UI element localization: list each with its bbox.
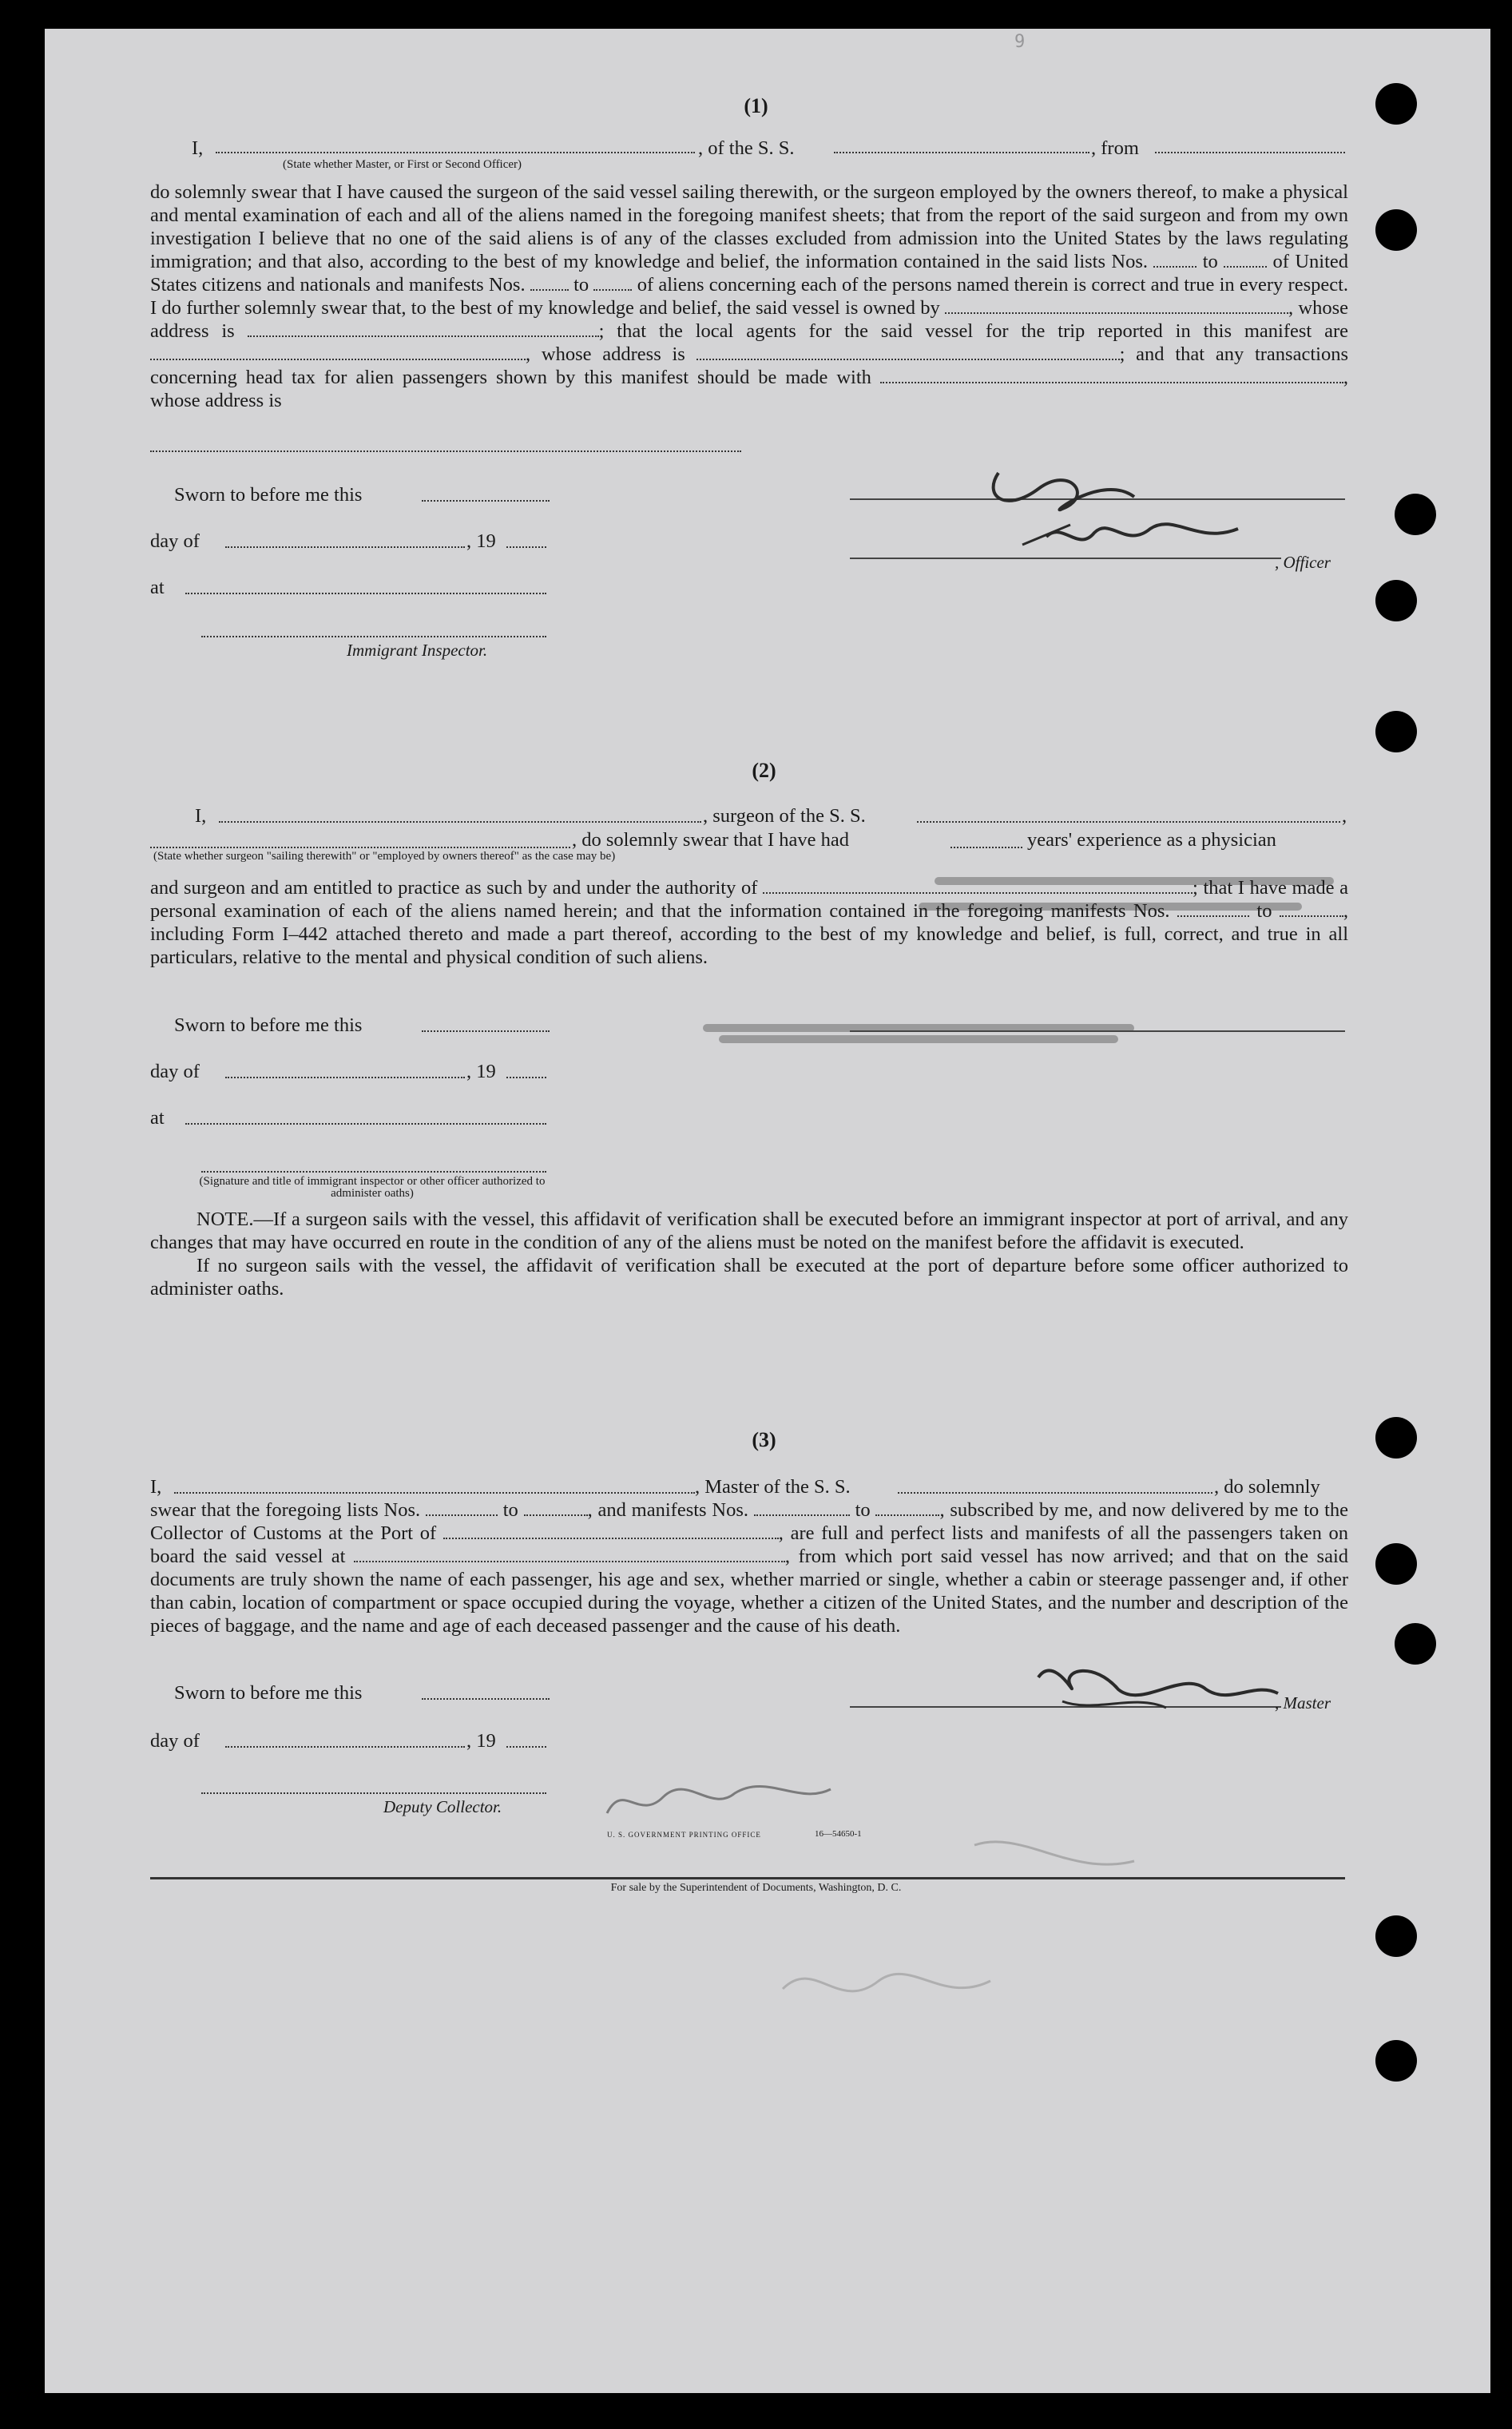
s1-comma: , xyxy=(526,343,531,365)
s1-immigrant-inspector-label: Immigrant Inspector. xyxy=(347,641,488,660)
s3-vessel-field xyxy=(898,1492,1212,1494)
s2-manifests-from-field xyxy=(1177,909,1249,917)
s1-headtax-field xyxy=(880,375,1343,383)
s2-vessel-field xyxy=(917,821,1340,823)
s1-body-a: do solemnly swear that I have caused the surgeon of the said vessel sailing therewith, or the surgeon employed by the owners thereof, to make a physical and mental examination of each and all of the aliens named in the foregoing manifest sheets; that from the report of the said surgeon and from my own investigation I believe that no one of the said aliens is of any of the classes excluded from admission into the United States by the laws regulating immigration; and that also, according to the best of my knowledge and belief, the information contained in the said lists Nos. xyxy=(150,181,1348,272)
s1-day-field xyxy=(225,546,465,548)
s1-manifests-to-field xyxy=(593,283,632,291)
s3-i-label: I, xyxy=(150,1476,162,1498)
section-1-heading: (1) xyxy=(744,94,768,117)
punch-hole xyxy=(1375,2040,1417,2082)
s3-to-b: to xyxy=(855,1499,871,1521)
s2-line1-comma: , xyxy=(1342,805,1347,827)
s1-owner-field xyxy=(945,306,1288,314)
s3-body-paragraph xyxy=(150,1498,1348,1637)
s2-authority-field xyxy=(763,886,1193,894)
s2-body-c: , including Form I–442 attached thereto and made a part thereof, according to the best of my knowledge and belief, is full, correct, and true in all particulars, relative to the mental and physical condition of such aliens. xyxy=(150,900,1349,968)
s3-year-field xyxy=(506,1746,546,1748)
handwritten-notation xyxy=(575,1749,1294,2069)
s1-sworn-field xyxy=(422,500,550,502)
s1-year-field xyxy=(506,546,546,548)
s2-note-a: NOTE.—If a surgeon sails with the vessel, this affidavit of verification shall be executed before an immigrant inspector at port of arrival, and any changes that may have occurred en route in the condition of any of the aliens must be noted on the manifest before the affidavit is executed. xyxy=(150,1209,1348,1253)
s3-body-a: swear that the foregoing lists Nos. xyxy=(150,1499,421,1521)
s1-handwritten-signature xyxy=(974,441,1262,569)
s2-at-field xyxy=(185,1123,546,1125)
s3-master-label: , Master xyxy=(1275,1693,1331,1713)
s1-semicolon: ; xyxy=(598,320,605,342)
punch-hole xyxy=(1375,711,1417,752)
s2-day-field xyxy=(225,1077,465,1078)
s3-lists-from-field xyxy=(426,1508,498,1516)
s2-note-b: If no surgeon sails with the vessel, the affidavit of verification shall be executed at the port of departure before some officer authorized to administer oaths. xyxy=(150,1255,1348,1300)
s3-port-field xyxy=(443,1531,779,1539)
s1-whose-address-3: , whose address is xyxy=(150,367,1349,411)
s2-manifests-to-field xyxy=(1280,909,1343,917)
s1-inspector-line xyxy=(201,636,546,637)
s3-day-field xyxy=(225,1746,465,1748)
punch-hole xyxy=(1395,494,1436,535)
s2-nineteen: , 19 xyxy=(466,1061,496,1082)
s1-owner-address-field xyxy=(248,329,599,337)
s3-name-field xyxy=(174,1492,695,1494)
s1-day-of-label: day of xyxy=(150,530,200,552)
s3-subscribed: , subscribed by me, and now delivered by me to the Collector of Customs at the Port of xyxy=(150,1499,1348,1544)
s3-collector-line xyxy=(201,1792,546,1794)
s1-to-a: to xyxy=(1202,251,1218,272)
s3-departure-port-field xyxy=(354,1554,785,1562)
s1-vessel-field xyxy=(834,152,1089,153)
s1-from-field xyxy=(1155,152,1345,153)
punch-hole xyxy=(1375,209,1417,251)
s2-body-a: and surgeon and am entitled to practice as such by and under the authority of xyxy=(150,877,758,899)
s3-deputy-collector-label: Deputy Collector. xyxy=(383,1797,502,1816)
s3-manifests-from-field xyxy=(754,1508,850,1516)
footer-rule xyxy=(150,1877,1345,1879)
s1-from: , from xyxy=(1091,137,1139,159)
s1-body-c: of aliens concerning each of the persons named therein is correct and true in every respect. I do further solemnly swear that, to the best of my knowledge and belief, the said vessel is owned by xyxy=(150,274,1349,319)
s2-inspector-line xyxy=(201,1171,546,1173)
s2-to: to xyxy=(1256,900,1272,922)
s2-name-field xyxy=(219,821,701,823)
s2-note-paragraph xyxy=(150,1208,1348,1300)
s1-i-label: I, xyxy=(192,137,204,159)
s3-from-which: , from which xyxy=(784,1546,893,1567)
s2-surgeon-signature-line xyxy=(850,1030,1345,1032)
s1-whose-address: , whose address is xyxy=(150,297,1349,342)
section-2-heading: (2) xyxy=(752,759,776,782)
s1-whose-address-2: whose address is xyxy=(541,343,685,365)
s3-day-of-label: day of xyxy=(150,1730,200,1752)
s3-do-solemnly: , do solemnly xyxy=(1214,1476,1320,1498)
s2-at-label: at xyxy=(150,1107,165,1129)
s1-to-b: to xyxy=(573,274,589,296)
s1-body-e: ; and that any transactions concerning head tax for alien passengers shown by this manifest should be made with xyxy=(150,343,1348,388)
s1-agents-address-field xyxy=(696,352,1120,360)
s2-year-field xyxy=(506,1077,546,1078)
section-3-heading: (3) xyxy=(752,1428,776,1451)
s2-signature-caption: (Signature and title of immigrant inspector or other officer authorized to administer oaths) xyxy=(199,1175,546,1200)
s1-lists-from-field xyxy=(1153,260,1197,268)
s2-capacity-field xyxy=(150,847,570,848)
for-sale-notice: For sale by the Superintendent of Documents, Washington, D. C. xyxy=(610,1882,902,1894)
s1-headtax-address-field xyxy=(150,450,741,452)
s2-surgeon-of-ss: , surgeon of the S. S. xyxy=(703,805,866,827)
printing-office-imprint: U. S. GOVERNMENT PRINTING OFFICE xyxy=(607,1831,761,1839)
s1-body-paragraph xyxy=(150,181,1348,412)
s3-and-manifests: , and manifests Nos. xyxy=(587,1499,748,1521)
punch-hole xyxy=(1375,1915,1417,1957)
s3-sworn-field xyxy=(422,1698,550,1700)
s1-body-b: of United States citizens and nationals and manifests Nos. xyxy=(150,251,1349,296)
s3-manifests-to-field xyxy=(875,1508,939,1516)
s3-sworn-label: Sworn to before me this xyxy=(174,1682,363,1704)
smudge xyxy=(719,1035,1118,1043)
s3-master-of-ss: , Master of the S. S. xyxy=(695,1476,851,1498)
s1-officer-label: , Officer xyxy=(1275,553,1331,572)
s1-lists-to-field xyxy=(1224,260,1267,268)
bleed-through: 9 xyxy=(1014,32,1026,52)
s3-body-b: port said vessel has now arrived; and that on the said documents are truly shown the name of each passenger, his age and sex, whether married or single, whether a cabin or steerage passenger and, if other than cabin, location of compartment or space occupied during the voyage, whether a citizen of the United States, and the number and description of the pieces of baggage, and the name and age of each deceased passenger and the cause of his death. xyxy=(150,1546,1349,1637)
s2-solemnly-swear: , do solemnly swear that I have had xyxy=(572,829,849,851)
s2-sworn-field xyxy=(422,1030,550,1032)
s2-sworn-label: Sworn to before me this xyxy=(174,1014,363,1036)
punch-hole xyxy=(1375,1543,1417,1585)
s3-full-perfect: , are full and perfect lists and manifests of all the passengers taken on board the said vessel at xyxy=(150,1522,1348,1567)
punch-hole xyxy=(1395,1623,1436,1665)
s1-of-ss: , of the S. S. xyxy=(698,137,795,159)
s1-manifests-from-field xyxy=(530,283,569,291)
s2-day-of-label: day of xyxy=(150,1061,200,1082)
s2-capacity-caption: (State whether surgeon "sailing therewith" or "employed by owners thereof" as the case may be) xyxy=(153,850,616,863)
s3-lists-to-field xyxy=(524,1508,588,1516)
s2-i-label: I, xyxy=(195,805,207,827)
s3-nineteen: , 19 xyxy=(466,1730,496,1752)
s1-at-label: at xyxy=(150,577,165,598)
form-code: 16—54650-1 xyxy=(815,1829,862,1839)
s2-body-paragraph xyxy=(150,876,1348,969)
s3-handwritten-signature xyxy=(1022,1645,1286,1717)
s2-years-experience: years' experience as a physician xyxy=(1027,829,1276,851)
s2-semicolon: ; xyxy=(1193,877,1198,899)
s1-agents-field xyxy=(150,352,526,360)
s1-at-field xyxy=(185,593,546,594)
s3-to-a: to xyxy=(502,1499,518,1521)
s1-body-d: that the local agents for the said vessel for the trip reported in this manifest are xyxy=(617,320,1349,342)
s1-name-caption: (State whether Master, or First or Second Officer) xyxy=(283,158,522,171)
s2-years-field xyxy=(950,847,1022,848)
punch-hole xyxy=(1375,580,1417,621)
s1-sworn-label: Sworn to before me this xyxy=(174,484,363,506)
s1-nineteen: , 19 xyxy=(466,530,496,552)
s2-body-b: that I have made a personal examination of each of the aliens named herein; and that the information contained in the foregoing manifests Nos. xyxy=(150,877,1349,922)
s1-name-field xyxy=(216,152,695,153)
